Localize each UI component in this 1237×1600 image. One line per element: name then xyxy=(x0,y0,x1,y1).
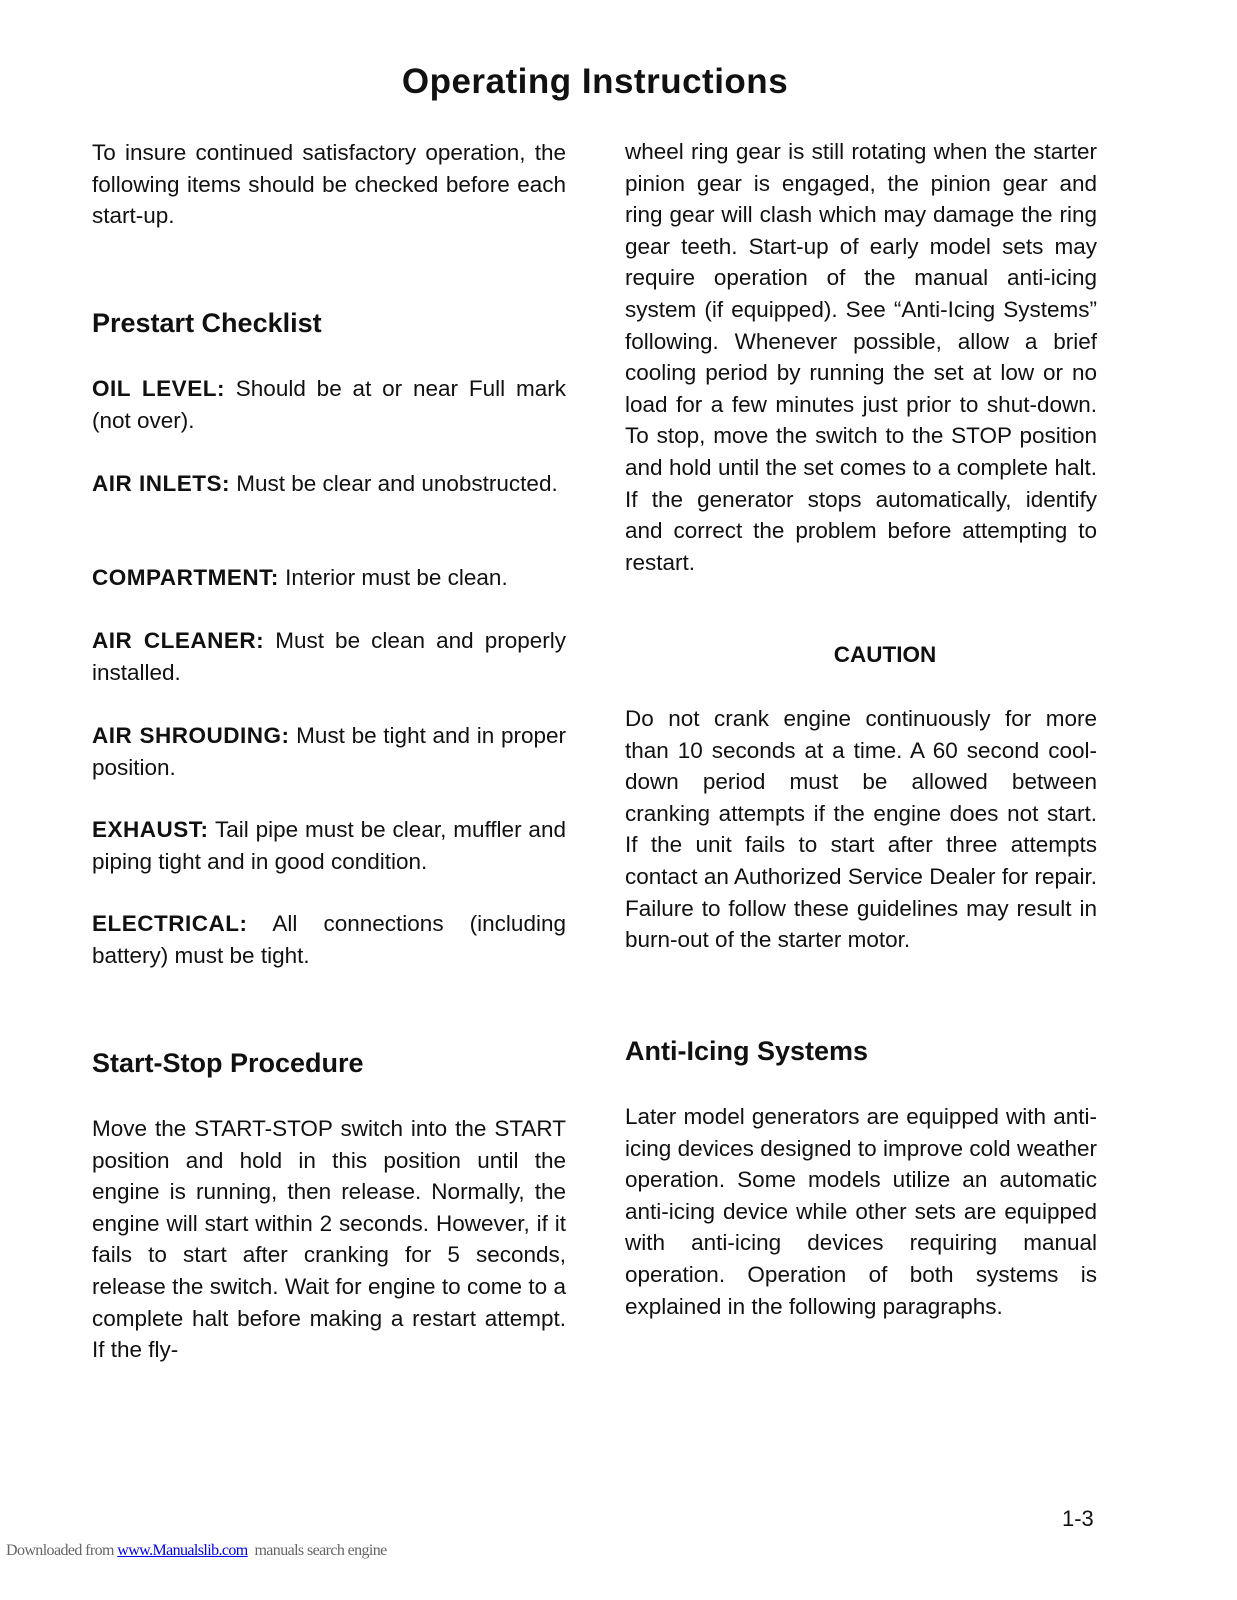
item-text: Interior must be clean. xyxy=(285,565,508,590)
antiicing-paragraph: Later model generators are equipped with anti-icing devices designed to improve cold weather operation. Some models utilize an automatic anti-icing device while other sets are equipped with anti-icing devices requiring manual operation. Operation of both systems is explained in the following paragraphs. xyxy=(625,1104,1097,1319)
download-footer xyxy=(6,1542,387,1560)
checklist-item xyxy=(92,468,566,500)
manualslib-link[interactable]: www.Manualslib.com xyxy=(117,1542,248,1559)
checklist-item xyxy=(92,814,566,877)
startstop-heading: Start-Stop Procedure xyxy=(92,1048,364,1078)
item-text: Must be clean and properly installed. xyxy=(92,628,566,685)
intro-paragraph: To insure continued satisfactory operation, the following items should be checked before each start-up. xyxy=(92,140,566,229)
checklist-item xyxy=(92,373,566,436)
caution-heading: CAUTION xyxy=(833,642,937,667)
item-key: EXHAUST: xyxy=(92,817,209,842)
checklist-item xyxy=(92,625,566,688)
item-key: COMPARTMENT: xyxy=(92,565,279,590)
caution-paragraph: Do not crank engine continuously for more than 10 seconds at a time. A 60 second cool-down period must be allowed between cranking attempts if the engine does not start. If the unit fails to start after three attempts contact an Authorized Service Dealer for repair. Failure to follow these guidelines may result in burn-out of the starter motor. xyxy=(625,706,1097,953)
footer-suffix: manuals search engine xyxy=(247,1542,387,1559)
item-text: Tail pipe must be clear, muffler and piping tight and in good condition. xyxy=(92,817,566,874)
footer-prefix: Downloaded from xyxy=(6,1542,118,1559)
startstop-continued: wheel ring gear is still rotating when the starter pinion gear is engaged, the pinion gear and ring gear will clash which may damage the ring gear teeth. Start-up of early model sets may require operation of the manual anti-icing system (if equipped). See “Anti-Icing Systems” following. Whenever possible, allow a brief cooling period by running the set at low or no load for a few minutes just prior to shut-down. To stop, move the switch to the STOP position and hold until the set comes to a complete halt. If the generator stops automatically, identify and correct the problem before attempting to restart. xyxy=(625,139,1097,575)
antiicing-heading: Anti-Icing Systems xyxy=(625,1036,869,1066)
prestart-heading: Prestart Checklist xyxy=(92,308,322,338)
item-key: AIR INLETS: xyxy=(92,471,230,496)
item-text: Should be at or near Full mark (not over). xyxy=(92,376,566,433)
page-title: Operating Instructions xyxy=(401,62,789,101)
item-text: Must be clear and unobstructed. xyxy=(236,471,558,496)
item-key: AIR SHROUDING: xyxy=(92,723,290,748)
item-key: AIR CLEANER: xyxy=(92,628,265,653)
item-key: ELECTRICAL: xyxy=(92,911,248,936)
checklist-item xyxy=(92,720,566,783)
item-text: Must be tight and in proper position. xyxy=(92,723,566,780)
item-key: OIL LEVEL: xyxy=(92,376,225,401)
item-text: All connections (including battery) must be tight. xyxy=(92,911,566,968)
checklist-item xyxy=(92,562,566,594)
checklist-item xyxy=(92,908,566,971)
page-number: 1-3 xyxy=(1062,1506,1094,1531)
startstop-paragraph: Move the START-STOP switch into the START position and hold in this position until the engine is running, then release. Normally, the engine will start within 2 seconds. However, if it fails to start after cranking for 5 seconds, release the switch. Wait for engine to come to a complete halt before making a restart attempt. If the fly- xyxy=(92,1116,566,1363)
